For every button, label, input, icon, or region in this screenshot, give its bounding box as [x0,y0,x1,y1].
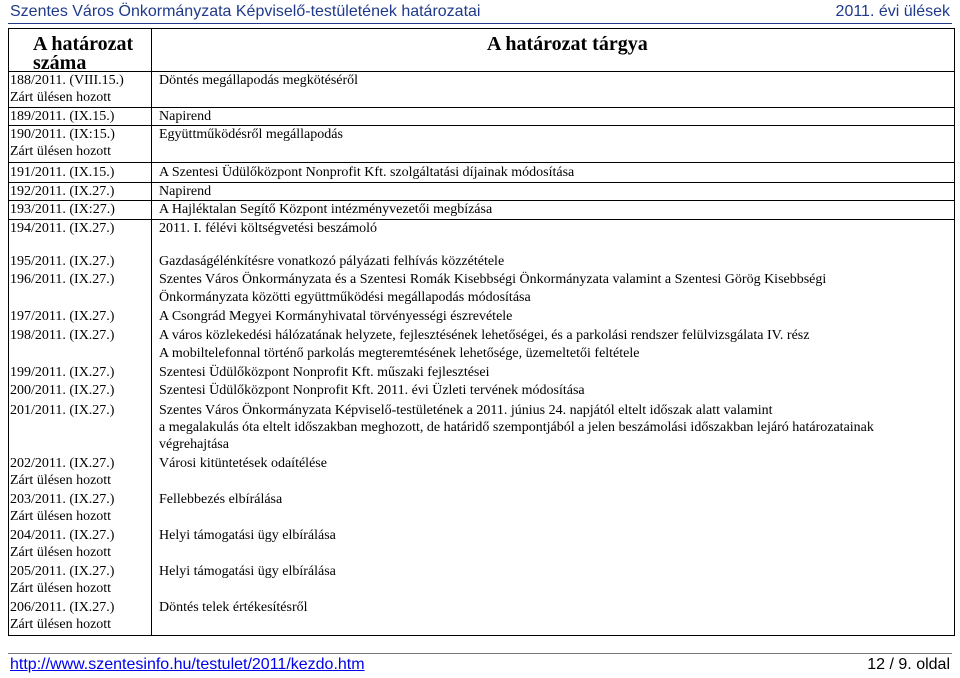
resolutions-table [8,28,955,636]
resolution-subject: Együttműködésről megállapodás [159,127,343,142]
col2-header: A határozat tárgya [487,33,648,55]
resolution-subject: Fellebbezés elbírálása [159,492,283,507]
resolution-subject: Városi kitüntetések odaítélése [159,456,327,471]
closed-session-note: Zárt ülésen hozott [10,473,112,488]
resolution-subject: A Csongrád Megyei Kormányhivatal törvényességi észrevétele [159,309,513,324]
resolution-number: 201/2011. (IX.27.) [10,403,115,418]
closed-session-note: Zárt ülésen hozott [10,581,112,596]
resolution-subject: Napirend [159,109,212,124]
resolution-subject: A mobiltelefonnal történő parkolás megteremtésének lehetősége, üzemeltetői feltétele [159,346,640,361]
resolution-number: 193/2011. (IX:27.) [10,202,115,217]
resolution-number: 202/2011. (IX.27.) [10,456,115,471]
row-separator [9,182,954,183]
footer-rule [8,653,952,654]
resolution-subject: Döntés megállapodás megkötéséről [159,73,359,88]
closed-session-note: Zárt ülésen hozott [10,90,112,105]
page-header [8,0,952,26]
page-number: 12 / 9. oldal [867,656,950,673]
resolution-number: 203/2011. (IX.27.) [10,492,115,507]
resolution-subject: Napirend [159,184,212,199]
row-separator [9,107,954,108]
resolution-subject: Szentes Város Önkormányzata Képviselő-testületének a 2011. június 24. napjától eltelt időszak alatt valamint [159,403,773,418]
resolution-number: 196/2011. (IX.27.) [10,272,115,287]
resolution-number: 200/2011. (IX.27.) [10,383,115,398]
closed-session-note: Zárt ülésen hozott [10,545,112,560]
resolution-subject: 2011. I. félévi költségvetési beszámoló [159,221,377,236]
row-separator [9,162,954,163]
resolution-subject: végrehajtása [159,437,229,452]
resolution-number: 205/2011. (IX.27.) [10,564,115,579]
resolution-number: 204/2011. (IX.27.) [10,528,115,543]
resolution-subject: Szentes Város Önkormányzata és a Szentesi Romák Kisebbségi Önkormányzata valamint a Szentesi Görög Kisebbségi [159,272,827,287]
col1-header-line2: száma [33,52,87,74]
header-year: 2011. évi ülések [835,3,950,20]
col1-header-line1: A határozat [33,33,134,55]
row-separator [9,219,954,220]
resolution-number: 192/2011. (IX.27.) [10,184,115,199]
resolution-subject: A Szentesi Üdülőközpont Nonprofit Kft. szolgáltatási díjainak módosítása [159,165,575,180]
resolution-number: 197/2011. (IX.27.) [10,309,115,324]
resolution-number: 198/2011. (IX.27.) [10,328,115,343]
page-footer [8,656,952,676]
resolution-subject: Helyi támogatási ügy elbírálása [159,564,336,579]
resolution-number: 199/2011. (IX.27.) [10,365,115,380]
row-separator [9,125,954,126]
resolution-number: 188/2011. (VIII.15.) [10,73,124,88]
resolution-number: 191/2011. (IX.15.) [10,165,115,180]
source-url-link[interactable]: http://www.szentesinfo.hu/testulet/2011/kezdo.htm [10,656,365,673]
resolution-subject: Szentesi Üdülőközpont Nonprofit Kft. 2011. évi Üzleti tervének módosítása [159,383,585,398]
resolution-number: 206/2011. (IX.27.) [10,600,115,615]
resolution-number: 190/2011. (IX:15.) [10,127,115,142]
closed-session-note: Zárt ülésen hozott [10,617,112,632]
column-divider [151,29,152,635]
resolution-subject: a megalakulás óta eltelt időszakban meghozott, de határidő szempontjából a jelen beszámolási időszakban lejáró határozatainak [159,420,874,435]
header-rule [8,23,952,24]
resolution-subject: Szentesi Üdülőközpont Nonprofit Kft. műszaki fejlesztései [159,365,490,380]
resolution-number: 189/2011. (IX.15.) [10,109,115,124]
header-title: Szentes Város Önkormányzata Képviselő-testületének határozatai [10,3,481,20]
closed-session-note: Zárt ülésen hozott [10,509,112,524]
closed-session-note: Zárt ülésen hozott [10,144,112,159]
resolution-subject: Döntés telek értékesítésről [159,600,308,615]
resolution-subject: A város közlekedési hálózatának helyzete, fejlesztésének lehetőségei, és a parkolási rendszer felülvizsgálata IV. rész [159,328,810,343]
resolution-subject: Gazdaságélénkítésre vonatkozó pályázati felhívás közzététele [159,254,505,269]
row-separator [9,71,954,72]
resolution-subject: Helyi támogatási ügy elbírálása [159,528,336,543]
resolution-subject: A Hajléktalan Segítő Központ intézményvezetői megbízása [159,202,493,217]
resolution-number: 194/2011. (IX.27.) [10,221,115,236]
resolution-number: 195/2011. (IX.27.) [10,254,115,269]
resolution-subject: Önkormányzata közötti együttműködési megállapodás módosítása [159,290,531,305]
